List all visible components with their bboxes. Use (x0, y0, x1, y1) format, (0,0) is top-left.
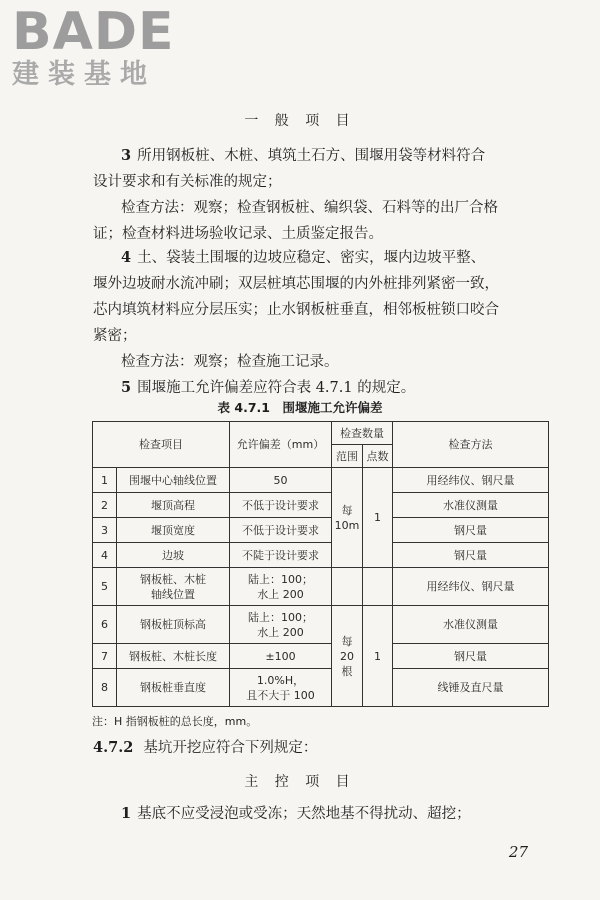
row-deviation: 1.0%H， 且不大于 100 (230, 669, 332, 707)
row-item: 钢板桩、木桩长度 (117, 644, 230, 669)
table-row (93, 493, 549, 518)
group1-points: 1 (363, 468, 393, 568)
header-quantity: 检查数量 (332, 422, 393, 445)
group2-points: 1 (363, 606, 393, 707)
row-method: 钢尺量 (393, 518, 549, 543)
item-3-number: 3 (121, 147, 132, 164)
section-title-main: 主 控 项 目 (244, 774, 356, 790)
row-number: 2 (93, 493, 117, 518)
item-3-method-line1: 检查方法：观察；检查钢板桩、编织袋、石料等的出厂合格 (121, 200, 498, 216)
item-4-line3: 芯内填筑材料应分层压实；止水钢板桩垂直，相邻板桩锁口咬合 (93, 302, 499, 318)
group1-range: 每 10m (332, 468, 363, 568)
row-number: 4 (93, 543, 117, 568)
deviation-table (92, 421, 549, 707)
item-4-line1: 土、袋装土围堰的边坡应稳定、密实，堰内边坡平整、 (137, 250, 486, 266)
table-row (93, 669, 549, 707)
item-1-text: 基底不应受浸泡或受冻；天然地基不得扰动、超挖； (137, 806, 471, 822)
row-number: 8 (93, 669, 117, 707)
table-note: 注：H 指钢板桩的总长度，mm。 (92, 715, 258, 728)
clause-4-7-2 (93, 735, 317, 761)
item-5-number: 5 (121, 379, 132, 396)
header-range: 范围 (332, 445, 363, 468)
row-method: 钢尺量 (393, 543, 549, 568)
header-points: 点数 (363, 445, 393, 468)
item-1-number: 1 (121, 805, 132, 822)
row-deviation: 不低于设计要求 (230, 518, 332, 543)
item-4 (93, 245, 553, 401)
page-number: 27 (508, 843, 528, 861)
table-row (93, 606, 549, 644)
clause-number: 4.7.2 (93, 739, 134, 756)
row-number: 5 (93, 568, 117, 606)
row-deviation: 陆上：100； 水上 200 (230, 568, 332, 606)
row-method: 用经纬仪、钢尺量 (393, 468, 549, 493)
item-4-method: 检查方法：观察；检查施工记录。 (121, 354, 339, 370)
group2-range: 每 20 根 (332, 606, 363, 707)
row-deviation: 陆上：100； 水上 200 (230, 606, 332, 644)
row-number: 1 (93, 468, 117, 493)
item-3-line1: 所用钢板桩、木桩、填筑土石方、围堰用袋等材料符合 (137, 148, 486, 164)
table-row (93, 543, 549, 568)
row-item: 钢板桩垂直度 (117, 669, 230, 707)
item-5-text: 围堰施工允许偏差应符合表 4.7.1 的规定。 (137, 380, 416, 396)
row-number: 3 (93, 518, 117, 543)
item-1 (93, 801, 553, 827)
row-number: 6 (93, 606, 117, 644)
item-4-line2: 堰外边坡耐水流冲刷；双层桩填芯围堰的内外桩排列紧密一致， (93, 276, 499, 292)
row-method: 水准仪测量 (393, 493, 549, 518)
row-item: 围堰中心轴线位置 (117, 468, 230, 493)
clause-text: 基坑开挖应符合下列规定： (143, 740, 318, 756)
row-method: 水准仪测量 (393, 606, 549, 644)
row-deviation: 50 (230, 468, 332, 493)
row-number: 7 (93, 644, 117, 669)
logo-wordmark: BADE (12, 2, 175, 62)
header-deviation: 允许偏差（mm） (230, 422, 332, 468)
item-3-method-line2: 证；检查材料进场验收记录、土质鉴定报告。 (93, 226, 383, 242)
table-row (93, 644, 549, 669)
header-item: 检查项目 (93, 422, 230, 468)
table-row (93, 468, 549, 493)
row-range-empty (332, 568, 363, 606)
row-method: 钢尺量 (393, 644, 549, 669)
table-row (93, 568, 549, 606)
item-3-line2: 设计要求和有关标准的规定； (93, 174, 282, 190)
bade-logo (12, 2, 175, 90)
section-title-general: 一 般 项 目 (244, 113, 356, 129)
row-method: 线锤及直尺量 (393, 669, 549, 707)
row-item: 钢板桩顶标高 (117, 606, 230, 644)
row-deviation: ±100 (230, 644, 332, 669)
logo-subtitle: 建装基地 (12, 59, 156, 90)
item-4-number: 4 (121, 249, 132, 266)
row-item: 堰顶高程 (117, 493, 230, 518)
table-title: 表 4.7.1 围堰施工允许偏差 (217, 400, 383, 415)
row-item: 钢板桩、木桩 轴线位置 (117, 568, 230, 606)
item-4-line4: 紧密； (93, 328, 137, 344)
row-points-empty (363, 568, 393, 606)
row-item: 堰顶宽度 (117, 518, 230, 543)
row-deviation: 不低于设计要求 (230, 493, 332, 518)
row-item: 边坡 (117, 543, 230, 568)
row-method: 用经纬仪、钢尺量 (393, 568, 549, 606)
table-row (93, 518, 549, 543)
item-3 (93, 143, 553, 247)
row-deviation: 不陡于设计要求 (230, 543, 332, 568)
header-method: 检查方法 (393, 422, 549, 468)
